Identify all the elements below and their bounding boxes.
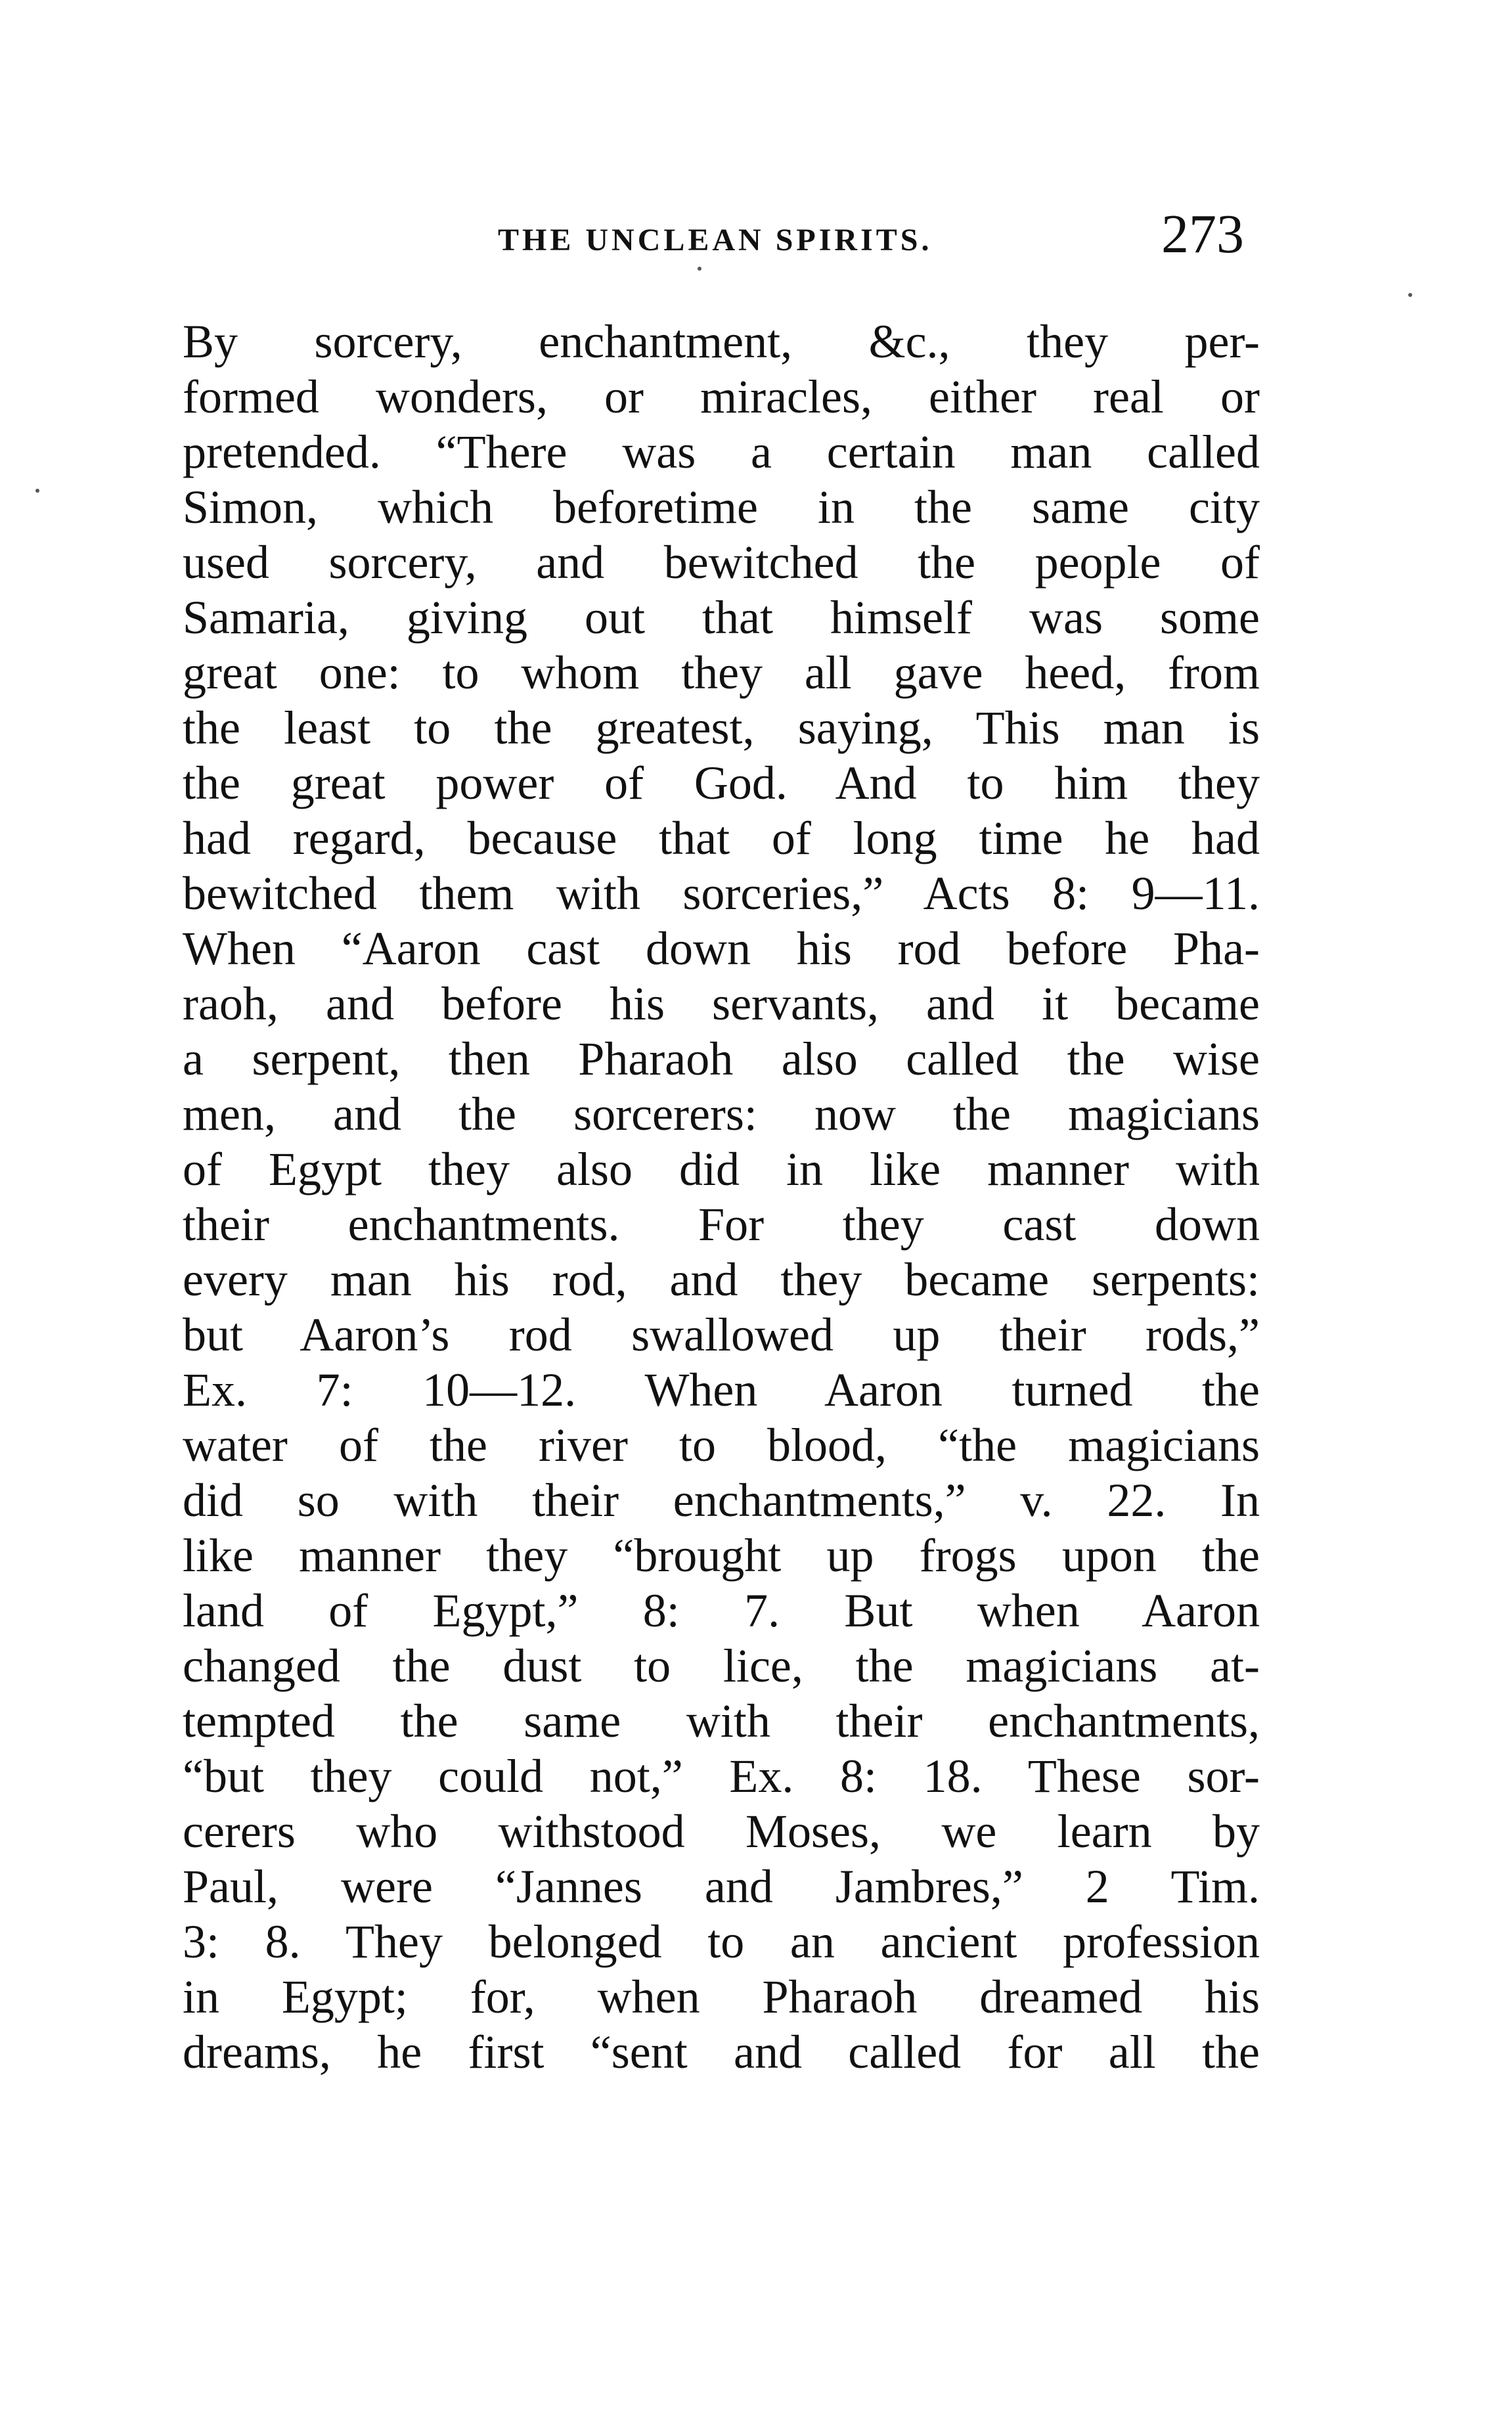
text-line: water of the river to blood, “the magicians (183, 1419, 1260, 1471)
text-line: a serpent, then Pharaoh also called the wise (183, 1033, 1260, 1085)
text-line: bewitched them with sorceries,” Acts 8: 9—11. (183, 867, 1260, 920)
text-line: “but they could not,” Ex. 8: 18. These sor- (183, 1750, 1260, 1802)
text-line: Paul, were “Jannes and Jambres,” 2 Tim. (183, 1860, 1260, 1913)
text-line: used sorcery, and bewitched the people of (183, 536, 1260, 589)
text-line: raoh, and before his servants, and it became (183, 977, 1260, 1030)
text-line: men, and the sorcerers: now the magicians (183, 1088, 1260, 1140)
page-number: 273 (1161, 204, 1244, 265)
text-line: By sorcery, enchantment, &c., they per- (183, 315, 1260, 368)
text-line: of Egypt they also did in like manner with (183, 1143, 1260, 1195)
text-line: Ex. 7: 10—12. When Aaron turned the (183, 1364, 1260, 1416)
text-line: did so with their enchantments,” v. 22. In (183, 1474, 1260, 1527)
text-line: formed wonders, or miracles, either real or (183, 370, 1260, 423)
text-line: in Egypt; for, when Pharaoh dreamed his (183, 1971, 1260, 2023)
text-line: their enchantments. For they cast down (183, 1198, 1260, 1251)
text-line: dreams, he first “sent and called for all the (183, 2026, 1260, 2078)
text-line: land of Egypt,” 8: 7. But when Aaron (183, 1584, 1260, 1637)
text-line: every man his rod, and they became serpents: (183, 1253, 1260, 1306)
text-line: but Aaron’s rod swallowed up their rods,” (183, 1308, 1260, 1361)
ink-speck (698, 267, 701, 271)
text-line: tempted the same with their enchantments, (183, 1695, 1260, 1747)
ink-speck (1408, 293, 1412, 297)
text-line: cerers who withstood Moses, we learn by (183, 1805, 1260, 1858)
text-line: the great power of God. And to him they (183, 757, 1260, 809)
text-line: great one: to whom they all gave heed, from (183, 646, 1260, 699)
text-line: When “Aaron cast down his rod before Pha- (183, 922, 1260, 975)
running-title: THE UNCLEAN SPIRITS. (498, 223, 933, 257)
text-line: had regard, because that of long time he had (183, 812, 1260, 864)
ink-speck (35, 489, 39, 493)
text-line: the least to the greatest, saying, This man is (183, 702, 1260, 754)
body-text (183, 314, 1260, 2080)
text-line: Samaria, giving out that himself was some (183, 591, 1260, 644)
text-line: changed the dust to lice, the magicians at- (183, 1640, 1260, 1692)
text-line: Simon, which beforetime in the same city (183, 481, 1260, 533)
running-head (183, 197, 1260, 276)
text-line: like manner they “brought up frogs upon the (183, 1529, 1260, 1582)
text-line: pretended. “There was a certain man called (183, 426, 1260, 478)
text-line: 3: 8. They belonged to an ancient profession (183, 1915, 1260, 1968)
